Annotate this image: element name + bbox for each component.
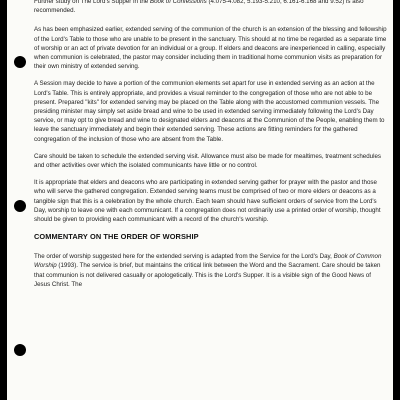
paragraph: As has been emphasized earlier, extended serving of the communion of the church is an extension of the blessing and fellowship of the Lord's Table to those who are unable to be present in the sanctuary. This should at no time be regarded as a separate time of worship or an act of private devotion for an individual or a group. If elders and deacons are inexperienced in calling, especially when communion is celebrated, the pastor may consider including them in traditional home communion visits as preparation for their own ministry of extended serving. bbox=[34, 26, 387, 71]
commentary-text-end: (1993). The service is brief, but maintains the critical link between the Word and the Sacrament. Care should be taken that communion is not delivered casually or apologetically. This is the Lord's Supper. It is a visible sign of the Good News of Jesus Christ. The bbox=[34, 262, 381, 288]
paragraph: It is appropriate that elders and deacons who are participating in extended serving gather for prayer with the pastor and those who will serve the gathered congregation. Extended serving teams must be comprised of two or more elders or deacons as a tangible sign that this is a celebration by the whole church. Each team should have sufficient orders of service from the Lord's Day, worship to leave one with each communicant. If a congregation does not ordinarily use a printed order of worship, thought should be given to providing each communicant with a record of the church's worship. bbox=[34, 179, 381, 224]
binder-hole bbox=[14, 56, 26, 68]
paragraph: Care should be taken to schedule the extended serving visit. Allowance must also be made for mealtimes, treatment schedules and other activities over which the isolated communicants have little or no control. bbox=[34, 152, 382, 170]
intro-book-title: Book of Confessions bbox=[149, 0, 207, 5]
document-page bbox=[7, 0, 393, 400]
binder-hole bbox=[14, 200, 26, 212]
binder-hole bbox=[14, 344, 26, 356]
intro-paragraph bbox=[34, 0, 388, 15]
paragraph: A Session may decide to have a portion of the communion elements set apart for use in extended serving as an action at the Lord's Table. This is entirely appropriate, and provides a visual reminder to the congregation of those who are not able to be present. Prepared "kits" for extended serving may be placed on the Table along with the accustomed communion vessels. The presiding minister may simply set aside bread and wine to be used in extended serving immediately following the Lord's Day service, or may opt to give bread and wine to designated elders and deacons at the Communion of the People, enabling them to leave the sanctuary immediately and begin their extended serving. These actions are fitting reminders for the gathered congregation of the inclusion of those who are absent from the Table. bbox=[34, 80, 385, 143]
section-heading: COMMENTARY ON THE ORDER OF WORSHIP bbox=[34, 232, 199, 242]
commentary-book-title: Book of Common Worship bbox=[34, 253, 382, 270]
commentary-text: The order of worship suggested here for the extended serving is adapted from the Service for the Lord's Day, bbox=[34, 253, 334, 261]
intro-text-end: (4.075-4.082, 5.193-5.210, 6.161-6.168 and 9.52) is also recommended. bbox=[34, 0, 364, 15]
commentary-paragraph bbox=[34, 252, 388, 289]
intro-text: Further study on The Lord's Supper in the bbox=[34, 0, 150, 5]
document-body bbox=[34, 0, 388, 297]
